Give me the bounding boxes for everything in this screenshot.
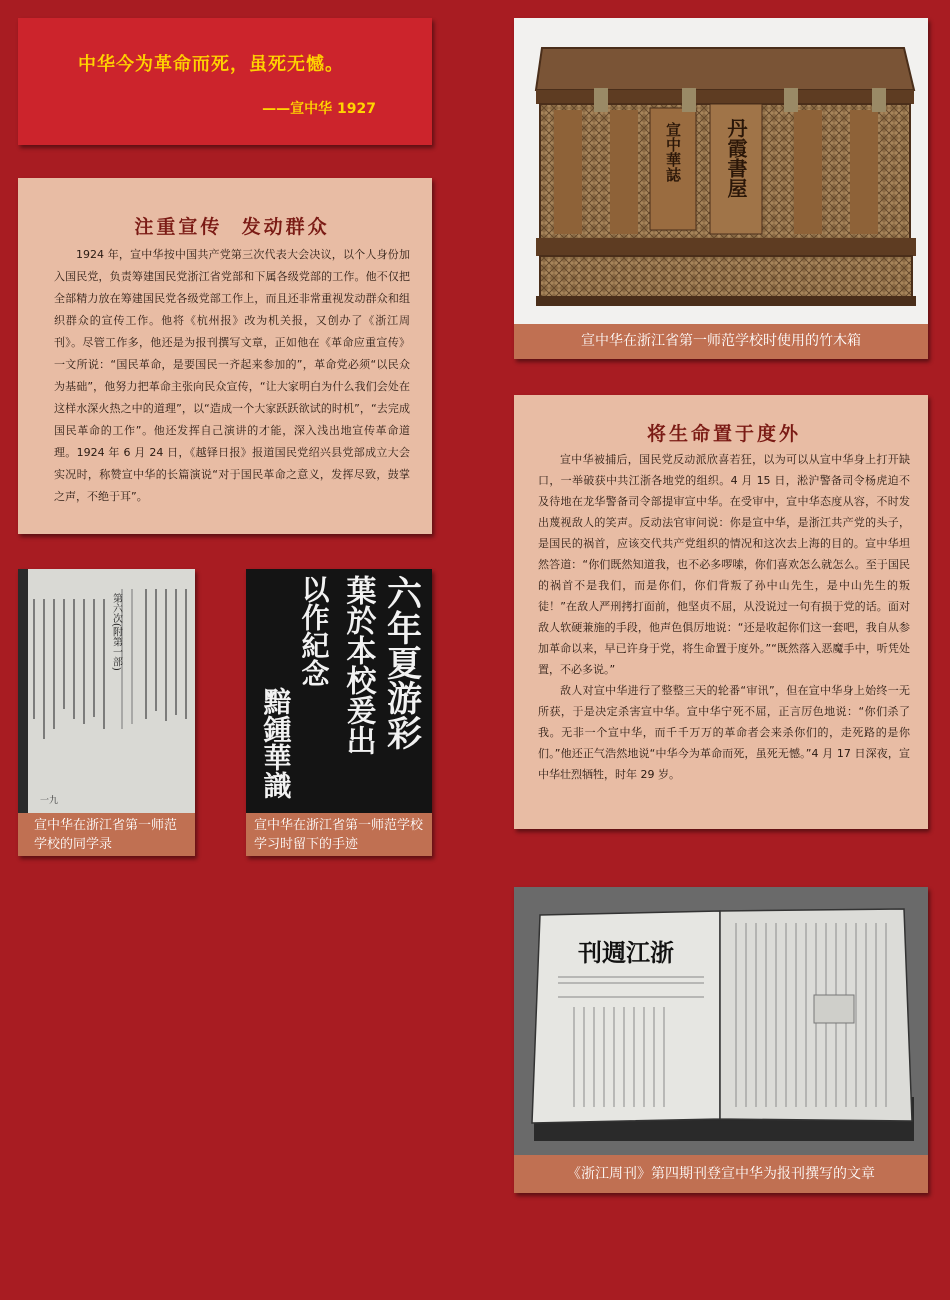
handwriting-caption: 宣中华在浙江省第一师范学校学习时留下的手迹 bbox=[254, 818, 424, 852]
handwriting-column-1: 六年夏游彩 bbox=[381, 575, 423, 750]
journal-caption: 《浙江周刊》第四期刊登宣中华为报刊撰写的文章 bbox=[567, 1166, 875, 1182]
article-life-death-paragraph: 敌人对宣中华进行了整整三天的轮番“审讯”，但在宣中华身上始终一无所获，于是决定杀害宣中华。宣中华宁死不屈，正言厉色地说：“你们杀了我。无非一个宣中华，而千千万万的革命者会来杀你们的，走死路的是你们。”他还正气浩然地说“中华今为革命而死，虽死无憾。”4 月 17 日深夜，宣中华壮烈牺牲，时年 29 岁。 bbox=[538, 684, 910, 781]
journal-photo-card bbox=[514, 887, 928, 1193]
journal-photo bbox=[514, 887, 928, 1155]
handwriting-photo-card bbox=[246, 569, 432, 856]
bamboo-box-photo bbox=[514, 18, 928, 324]
quote-text: 中华今为革命而死，虽死无憾。 bbox=[78, 54, 344, 75]
roster-photo-card bbox=[18, 569, 195, 856]
handwriting-column-3: 以作紀念 bbox=[297, 575, 331, 687]
roster-page-number: 一九 bbox=[40, 796, 59, 806]
bamboo-box-photo-card bbox=[514, 18, 928, 359]
roster-heading: 第六次(附第一部) bbox=[110, 593, 122, 671]
handwriting-column-4: 黯鍾華識 bbox=[259, 687, 293, 799]
bamboo-box-illustration bbox=[514, 18, 928, 324]
quote-banner bbox=[18, 18, 432, 145]
article-life-death-title: 将生命置于度外 bbox=[646, 423, 801, 445]
article-life-death bbox=[514, 395, 928, 829]
article-life-death-paragraph: 宣中华被捕后，国民党反动派欣喜若狂，以为可以从宣中华身上打开缺口，一举破获中共江浙各地党的组织。4 月 15 日，淞沪警备司令杨虎迫不及待地在龙华警备司令部提审宣中华。在受审中，宣中华态度从容，不时发出蔑视敌人的笑声。反动法官审问说：你是宣中华，是浙江共产党的头子，是国民的祸首，应该交代共产党组织的情况和这次去上海的目的。宣中华坦然答道：“你们既然知道我，也不必多啰嗦，你们喜欢怎么就怎么。至于国民的祸首不是我们，而是你们，你们背叛了孙中山先生，是中山先生的叛徒！”在敌人严刑拷打面前，他坚贞不屈，从没说过一句有损于党的话。面对敌人软硬兼施的手段，他声色俱厉地说：“还是收起你们这一套吧，我自从参加革命以来，早已许身于党，将生命置于度外。”“既然落入恶魔手中，听凭处置，不必多说。” bbox=[538, 453, 910, 676]
handwriting-illustration bbox=[246, 569, 432, 813]
journal-illustration bbox=[514, 887, 928, 1155]
article-propaganda-title: 注重宣传 发动群众 bbox=[134, 216, 330, 238]
handwriting-photo bbox=[246, 569, 432, 813]
bamboo-box-caption: 宣中华在浙江省第一师范学校时使用的竹木箱 bbox=[581, 333, 861, 349]
article-propaganda-paragraph: 1924 年，宣中华按中国共产党第三次代表大会决议，以个人身份加入国民党，负责筹建国民党浙江省党部和下属各级党部的工作。他不仅把全部精力放在筹建国民党各级党部工作上，而且还非常重视发动群众和组织群众的宣传工作。他将《杭州报》改为机关报，又创办了《浙江周刊》。尽管工作多，他还是为报刊撰写文章，正如他在《革命应重宣传》一文所说：“国民革命，是要国民一齐起来参加的”，革命党必须“以民众为基础”，他努力把革命主张向民众宣传，“让大家明白为什么我们会处在这样水深火热之中的道理”，以“造成一个大家跃跃欲试的时机”，“去完成国民革命的工作”。他还发挥自己演讲的才能，深入浅出地宣传革命道理。1924 年 6 月 24 日，《越铎日报》报道国民党绍兴县党部成立大会实况时，称赞宣中华的长篇演说“对于国民革命之意义，发挥尽致，鼓掌之声，不绝于耳”。 bbox=[54, 248, 410, 503]
handwriting-column-2: 葉於本校爰出 bbox=[340, 575, 376, 755]
roster-caption: 宣中华在浙江省第一师范学校的同学录 bbox=[34, 818, 178, 852]
quote-author: ——宣中华 1927 bbox=[262, 101, 376, 117]
journal-masthead: 刊週江浙 bbox=[578, 938, 674, 967]
roster-photo bbox=[18, 569, 195, 813]
box-label-right: 丹霞書屋 bbox=[724, 118, 748, 198]
box-label-left: 宣中華誌 bbox=[664, 122, 682, 182]
roster-page-illustration bbox=[18, 569, 195, 813]
article-propaganda bbox=[18, 178, 432, 534]
